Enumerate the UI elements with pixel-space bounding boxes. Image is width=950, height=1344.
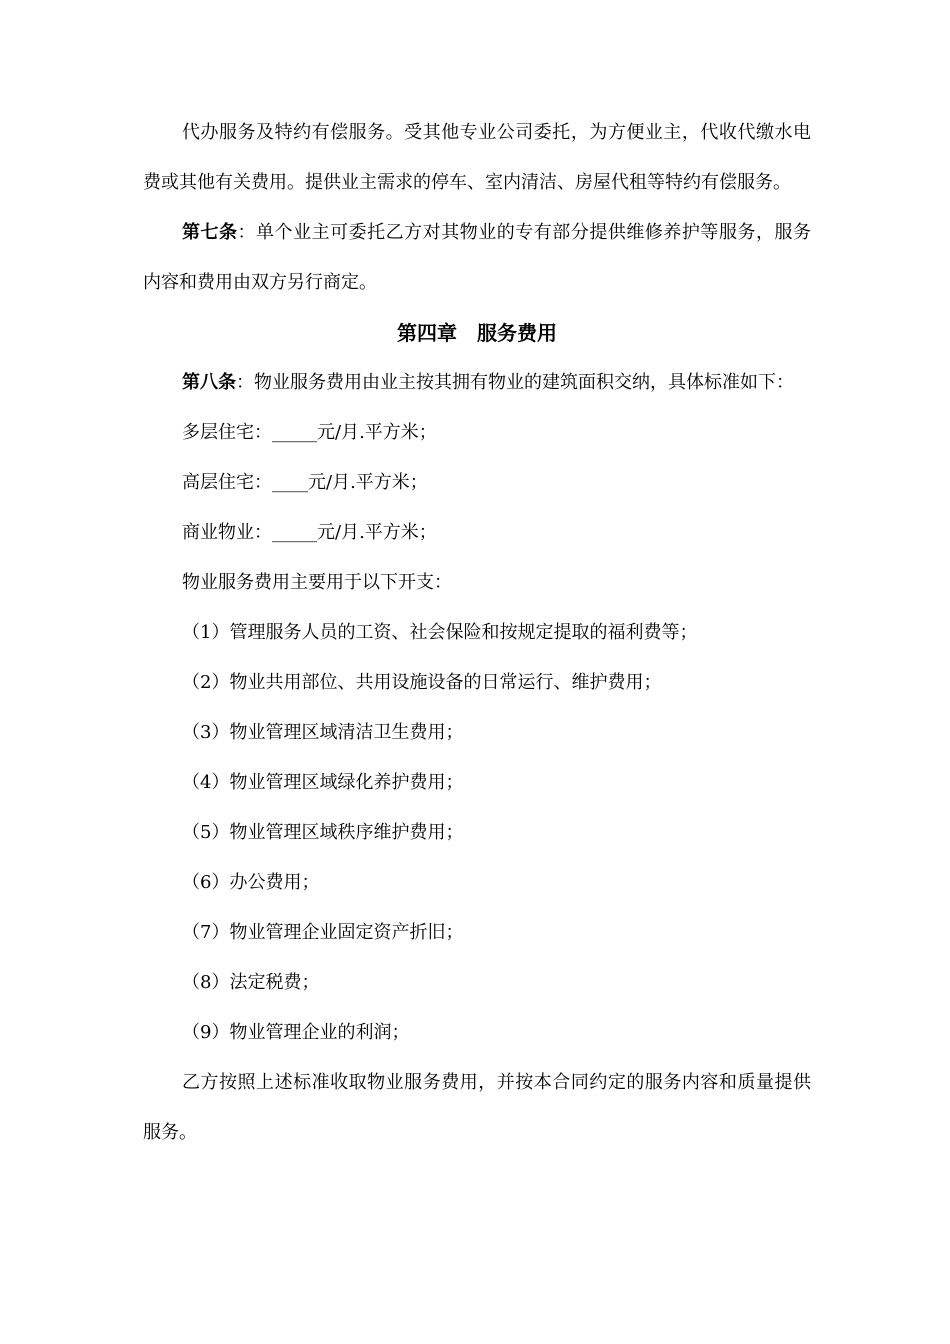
article-8-text: ：物业服务费用由业主按其拥有物业的建筑面积交纳，具体标准如下： xyxy=(236,372,794,393)
article-8-label: 第八条 xyxy=(182,372,236,393)
paragraph-article-8 xyxy=(143,358,811,408)
paragraph-article-7 xyxy=(143,208,811,308)
fee-line-commercial xyxy=(143,508,811,558)
expense-item: （1）管理服务人员的工资、社会保险和按规定提取的福利费等； xyxy=(182,622,698,643)
fee-label: 高层住宅： xyxy=(182,472,272,493)
expense-item: （8）法定税费； xyxy=(182,972,320,993)
article-7-text: ：单个业主可委托乙方对其物业的专有部分提供维修养护等服务，服务内容和费用由双方另行商定。 xyxy=(143,222,811,293)
fee-unit: 元/月.平方米； xyxy=(317,522,437,543)
fee-line-multistory xyxy=(143,408,811,458)
fee-blank: _____ xyxy=(272,522,317,543)
expenses-intro: 物业服务费用主要用于以下开支： xyxy=(182,572,452,593)
fee-blank: _____ xyxy=(272,422,317,443)
expense-item: （6）办公费用； xyxy=(182,872,320,893)
fee-label: 商业物业： xyxy=(182,522,272,543)
paragraph-closing: 乙方按照上述标准收取物业服务费用，并按本合同约定的服务内容和质量提供服务。 xyxy=(143,1072,811,1143)
expense-item: （9）物业管理企业的利润； xyxy=(182,1022,410,1043)
paragraph-agency-services: 代办服务及特约有偿服务。受其他专业公司委托，为方便业主，代收代缴水电费或其他有关费用。提供业主需求的停车、室内清洁、房屋代租等特约有偿服务。 xyxy=(143,122,811,193)
chapter-heading: 第四章 服务费用 xyxy=(397,321,557,345)
fee-blank: ____ xyxy=(272,472,308,493)
fee-unit: 元/月.平方米； xyxy=(308,472,428,493)
expense-item: （2）物业共用部位、共用设施设备的日常运行、维护费用； xyxy=(182,672,662,693)
expense-item: （3）物业管理区域清洁卫生费用； xyxy=(182,722,464,743)
expense-item: （5）物业管理区域秩序维护费用； xyxy=(182,822,464,843)
fee-label: 多层住宅： xyxy=(182,422,272,443)
article-7-label: 第七条 xyxy=(182,222,238,243)
fee-unit: 元/月.平方米； xyxy=(317,422,437,443)
fee-line-highrise xyxy=(143,458,811,508)
expense-item: （4）物业管理区域绿化养护费用； xyxy=(182,772,464,793)
expense-item: （7）物业管理企业固定资产折旧； xyxy=(182,922,464,943)
document-page xyxy=(143,108,811,1158)
